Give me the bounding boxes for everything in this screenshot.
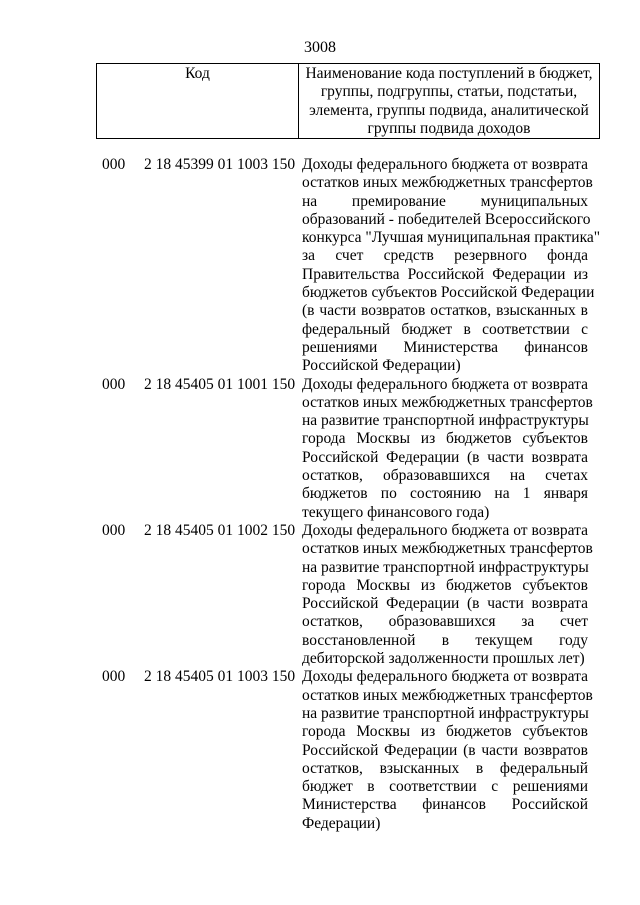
income-description [302, 156, 601, 376]
description-line: города Москвы из бюджетов субъектов [302, 576, 588, 594]
description-line: Доходы федерального бюджета от возврата [302, 668, 588, 686]
income-code-row [0, 522, 640, 668]
header-table [96, 63, 600, 139]
description-line: (в части возвратов остатков, взысканных в [302, 302, 588, 320]
description-line: Российской Федерации (в части возврата [302, 595, 588, 613]
admin-code: 000 [102, 521, 126, 539]
income-code: 2 18 45405 01 1002 150 [144, 521, 296, 539]
income-description [302, 668, 593, 833]
description-line: Доходы федерального бюджета от возврата [302, 375, 588, 393]
description-line: дебиторской задолженности прошлых лет) [302, 650, 585, 668]
income-code-list [0, 156, 640, 833]
header-name-cell [299, 64, 600, 139]
description-line: бюджетов по состоянию на 1 января [302, 485, 588, 503]
header-name-line: группы, подгруппы, статьи, подстатьи, [320, 83, 578, 101]
header-name-line: группы подвида доходов [367, 119, 531, 137]
description-line: на развитие транспортной инфраструктуры [302, 412, 589, 430]
header-row [97, 64, 600, 139]
description-line: остатков, образовавшихся за счет [302, 613, 588, 631]
description-line: остатков, взысканных в федеральный [302, 759, 588, 777]
income-code: 2 18 45405 01 1001 150 [144, 375, 296, 393]
description-line: Российской Федерации) [302, 357, 461, 375]
admin-code: 000 [102, 156, 126, 173]
description-line: остатков иных межбюджетных трансфертов [302, 540, 593, 558]
description-line: Доходы федерального бюджета от возврата [302, 521, 588, 539]
description-line: бюджет в соответствии с решениями [302, 778, 588, 796]
income-code: 2 18 45399 01 1003 150 [144, 156, 296, 173]
description-line: на премирование муниципальных [302, 192, 588, 210]
description-line: образований - победителей Всероссийского [302, 210, 591, 228]
header-name-line: Наименование кода поступлений в бюджет, [305, 65, 593, 82]
description-line: города Москвы из бюджетов субъектов [302, 723, 588, 741]
income-code: 2 18 45405 01 1003 150 [144, 668, 296, 686]
income-description [302, 521, 593, 668]
income-code-row [0, 668, 640, 833]
admin-code: 000 [102, 668, 126, 686]
header-name-line: элемента, группы подвида, аналитической [309, 101, 589, 119]
description-line: Российской Федерации (в части возвратов [302, 741, 588, 759]
income-code-row [0, 156, 640, 376]
description-line: бюджетов субъектов Российской Федерации [302, 284, 595, 302]
description-line: Министерства финансов Российской [302, 796, 588, 814]
description-line: восстановленной в текущем году [302, 631, 588, 649]
income-code-row [0, 376, 640, 522]
description-line: Доходы федерального бюджета от возврата [302, 156, 588, 173]
header-code-cell: Код [97, 64, 299, 139]
admin-code: 000 [102, 375, 126, 393]
description-line: остатков иных межбюджетных трансфертов [302, 686, 593, 704]
description-line: Российской Федерации (в части возврата [302, 448, 588, 466]
description-line: Правительства Российской Федерации из [302, 265, 588, 283]
description-line: города Москвы из бюджетов субъектов [302, 430, 588, 448]
description-line: текущего финансового года) [302, 503, 490, 521]
description-line: на развитие транспортной инфраструктуры [302, 704, 589, 722]
income-description [302, 375, 593, 522]
description-line: конкурса "Лучшая муниципальная практика" [302, 229, 601, 247]
description-line: остатков иных межбюджетных трансфертов [302, 393, 593, 411]
description-line: на развитие транспортной инфраструктуры [302, 558, 589, 576]
page-number: 3008 [304, 39, 336, 56]
description-line: остатков иных межбюджетных трансфертов [302, 174, 593, 192]
description-line: за счет средств резервного фонда [302, 247, 588, 265]
description-line: Федерации) [302, 814, 381, 832]
description-line: решениями Министерства финансов [302, 338, 588, 356]
description-line: остатков, образовавшихся на счетах [302, 467, 588, 485]
description-line: федеральный бюджет в соответствии с [302, 320, 588, 338]
